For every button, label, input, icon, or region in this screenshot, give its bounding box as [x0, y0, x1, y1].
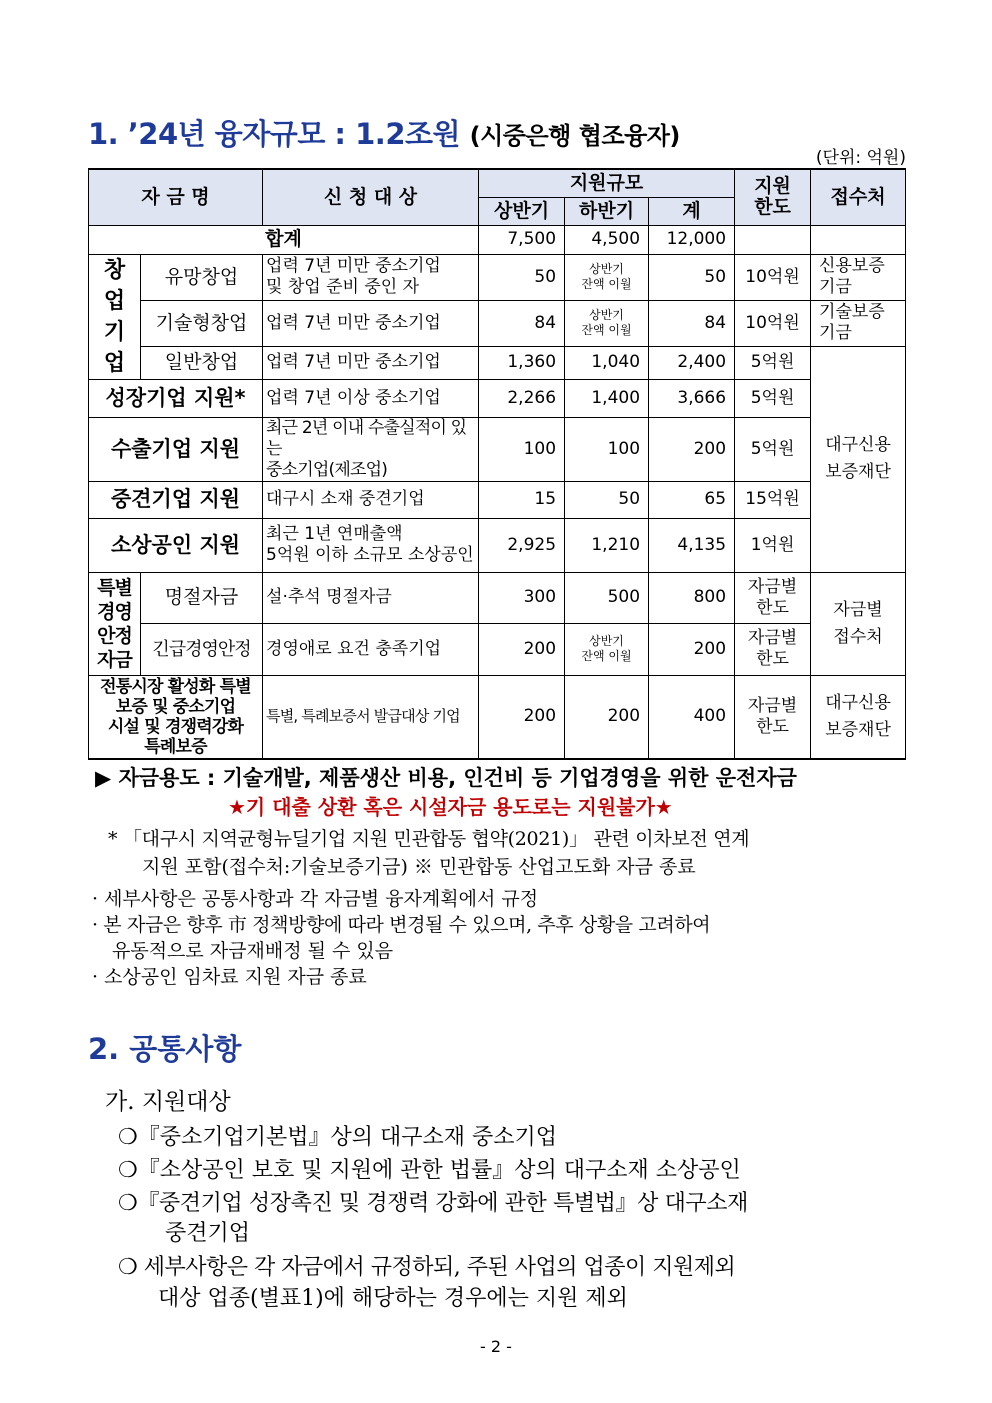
header-limit: 지원 한도	[735, 169, 811, 225]
table-row: 전통시장 활성화 특별 보증 및 중소기업 시설 및 경쟁력강화 특례보증 특별, 특례보증서 발급대상 기업 200 200 400 자금별 한도 대구신용 보증재단	[89, 675, 906, 759]
table-row: 특별 경영 안정 자금 명절자금 설·추석 명절자금 300 500 800 자금별 한도 자금별 접수처	[89, 572, 906, 623]
table-row: 중견기업 지원 대구시 소재 중견기업 15 50 65 15억원	[89, 481, 906, 518]
header-fund-name: 자 금 명	[89, 169, 263, 225]
section2-title: 2. 공통사항	[88, 1032, 242, 1066]
office-each: 자금별 접수처	[811, 572, 906, 675]
header-first-half: 상반기	[479, 197, 565, 225]
footnote-line2: 지원 포함(접수처:기술보증기금) ※ 민관합동 산업고도화 자금 종료	[142, 856, 696, 878]
table-row: 긴급경영안정 경영애로 요건 충족기업 200 상반기 잔액 이월 200 자금별 한도	[89, 623, 906, 675]
loan-table	[88, 168, 906, 760]
special-group-label: 특별 경영 안정 자금	[89, 572, 141, 675]
section1-title-text: 1. ’24년 융자규모 : 1.2조원	[88, 117, 461, 151]
list-item: ❍ 세부사항은 각 자금에서 규정하되, 주된 사업의 업종이 지원제외	[118, 1255, 736, 1280]
table-row: 기술형창업 업력 7년 미만 중소기업 84 상반기 잔액 이월 84 10억원 기술보증 기금	[89, 300, 906, 346]
list-item: ❍『중견기업 성장촉진 및 경쟁력 강화에 관한 특별법』상 대구소재	[118, 1191, 748, 1216]
office-daegu: 대구신용 보증재단	[811, 346, 906, 572]
bullet-1: · 세부사항은 공통사항과 각 자금별 융자계획에서 규정	[92, 888, 539, 910]
table-row: 소상공인 지원 최근 1년 연매출액 5억원 이하 소규모 소상공인 2,925 1,210 4,135 1억원	[89, 518, 906, 572]
bullet-3: · 소상공인 임차료 지원 자금 종료	[92, 966, 367, 988]
warning-note: ★기 대출 상환 혹은 시설자금 용도로는 지원불가★	[228, 795, 673, 819]
table-row: 일반창업 업력 7년 미만 중소기업 1,360 1,040 2,400 5억원 대구신용 보증재단	[89, 346, 906, 379]
bullet-2b: 유동적으로 자금재배정 될 수 있음	[112, 940, 394, 962]
list-item: ❍『소상공인 보호 및 지원에 관한 법률』상의 대구소재 소상공인	[118, 1158, 741, 1183]
header-second-half: 하반기	[565, 197, 649, 225]
table-row: 창 업 기 업 유망창업 업력 7년 미만 중소기업 및 창업 준비 중인 자 50 상반기 잔액 이월 50 10억원 신용보증 기금	[89, 254, 906, 300]
total-row: 합계 7,500 4,500 12,000	[89, 225, 906, 254]
table-row: 성장기업 지원* 업력 7년 이상 중소기업 2,266 1,400 3,666 5억원	[89, 379, 906, 417]
list-item: ❍『중소기업기본법』상의 대구소재 중소기업	[118, 1125, 557, 1150]
table-row: 수출기업 지원 최근 2년 이내 수출실적이 있는 중소기업(제조업) 100 100 200 5억원	[89, 417, 906, 481]
list-item-continuation: 중견기업	[165, 1221, 251, 1246]
unit-label: (단위: 억원)	[815, 148, 906, 168]
header-scale: 지원규모	[479, 169, 735, 197]
section1-title	[88, 112, 680, 153]
header-target: 신 청 대 상	[263, 169, 479, 225]
page-number: - 2 -	[480, 1337, 512, 1356]
footnote-line1: * 「대구시 지역균형뉴딜기업 지원 민관합동 협약(2021)」 관련 이차보전 연계	[108, 828, 750, 850]
subsection-title: 가. 지원대상	[105, 1089, 231, 1115]
startup-group-label: 창 업 기 업	[89, 254, 141, 379]
header-total: 계	[649, 197, 735, 225]
section1-title-sub: (시중은행 협조융자)	[469, 122, 680, 150]
bullet-2a: · 본 자금은 향후 市 정책방향에 따라 변경될 수 있으며, 추후 상황을 고려하여	[92, 914, 711, 936]
usage-note: ▶ 자금용도 : 기술개발, 제품생산 비용, 인건비 등 기업경영을 위한 운전자금	[95, 766, 797, 790]
list-item-continuation: 대상 업종(별표1)에 해당하는 경우에는 지원 제외	[158, 1286, 628, 1311]
header-office: 접수처	[811, 169, 906, 225]
